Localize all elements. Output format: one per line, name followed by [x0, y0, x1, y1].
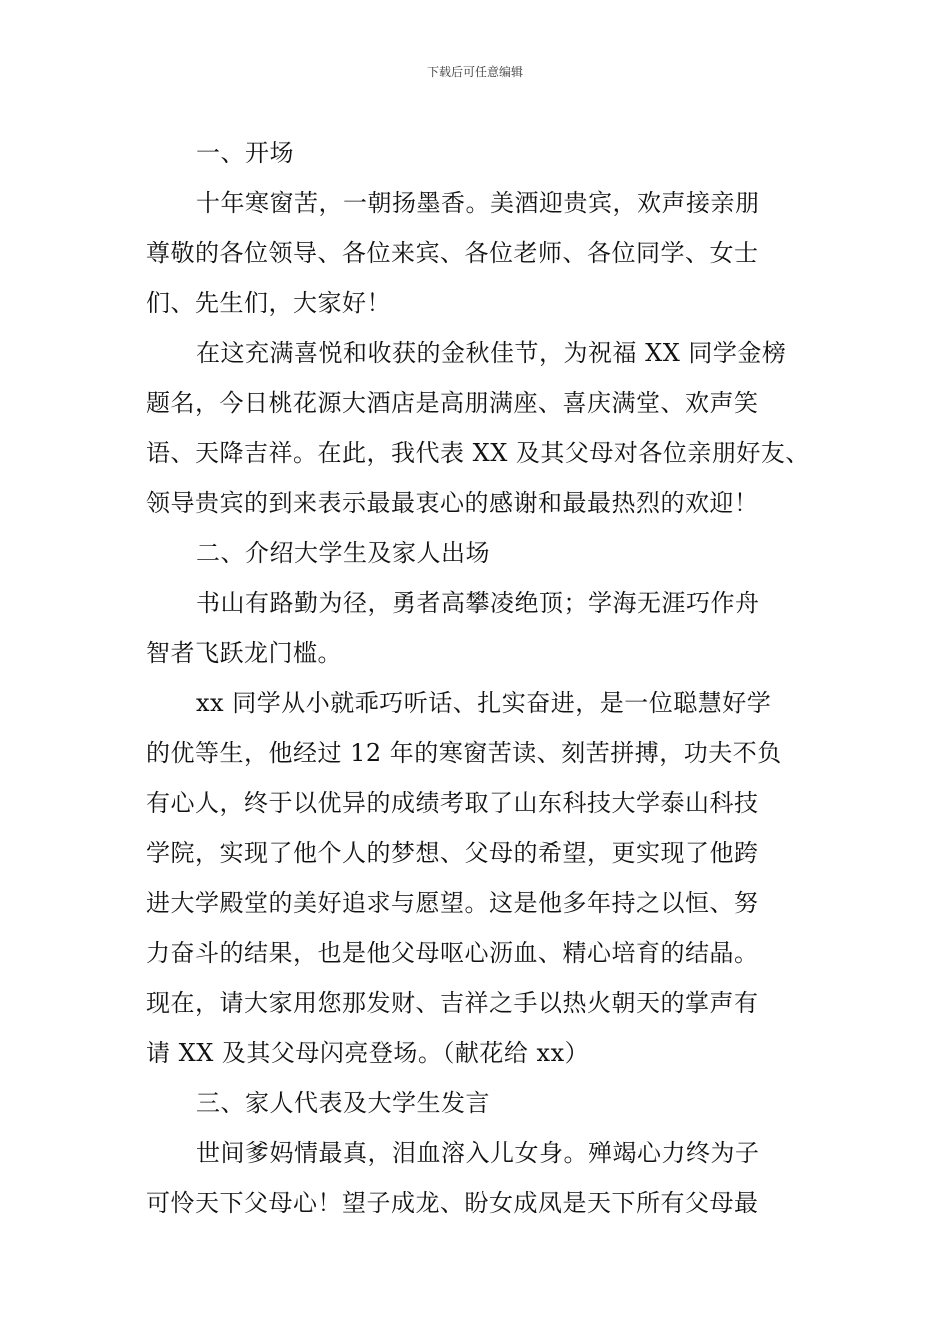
paragraph-line: 在这充满喜悦和收获的金秋佳节，为祝福 XX 同学金榜 — [196, 339, 787, 367]
document-body — [146, 128, 826, 1228]
paragraph-line: 尊敬的各位领导、各位来宾、各位老师、各位同学、女士 — [146, 239, 759, 267]
paragraph-line: 力奋斗的结果，也是他父母呕心沥血、精心培育的结晶。 — [146, 939, 759, 967]
paragraph-line: 现在，请大家用您那发财、吉祥之手以热火朝天的掌声有 — [146, 989, 759, 1017]
paragraph-line: 题名，今日桃花源大酒店是高朋满座、喜庆满堂、欢声笑 — [146, 389, 759, 417]
paragraph-line: 有心人，终于以优异的成绩考取了山东科技大学泰山科技 — [146, 789, 759, 817]
paragraph-line: 十年寒窗苦，一朝扬墨香。美酒迎贵宾，欢声接亲朋 — [196, 189, 760, 217]
paragraph-line: 世间爹妈情最真，泪血溶入儿女身。殚竭心力终为子 — [196, 1139, 760, 1167]
paragraph-line: 语、天降吉祥。在此，我代表 XX 及其父母对各位亲朋好友、 — [146, 439, 810, 467]
paragraph-line: 们、先生们，大家好！ — [146, 289, 391, 317]
paragraph-line: xx 同学从小就乖巧听话、扎实奋进，是一位聪慧好学 — [196, 689, 772, 717]
paragraph-line: 学院，实现了他个人的梦想、父母的希望，更实现了他跨 — [146, 839, 759, 867]
paragraph-line: 书山有路勤为径，勇者高攀凌绝顶；学海无涯巧作舟 — [196, 589, 760, 617]
paragraph-line: 的优等生，他经过 12 年的寒窗苦读、刻苦拼搏，功夫不负 — [146, 739, 782, 767]
paragraph-line: 智者飞跃龙门槛。 — [146, 639, 342, 667]
paragraph-line: 进大学殿堂的美好追求与愿望。这是他多年持之以恒、努 — [146, 889, 759, 917]
paragraph-line: 请 XX 及其父母闪亮登场。（献花给 xx） — [146, 1039, 590, 1067]
paragraph-line: 领导贵宾的到来表示最最衷心的感谢和最最热烈的欢迎！ — [146, 489, 759, 517]
section-heading-opening: 一、开场 — [196, 139, 294, 167]
paragraph-line: 可怜天下父母心！望子成龙、盼女成凤是天下所有父母最 — [146, 1189, 759, 1217]
section-heading-speeches: 三、家人代表及大学生发言 — [196, 1089, 490, 1117]
section-heading-introduction: 二、介绍大学生及家人出场 — [196, 539, 490, 567]
page-header-note: 下载后可任意编辑 — [426, 65, 523, 79]
